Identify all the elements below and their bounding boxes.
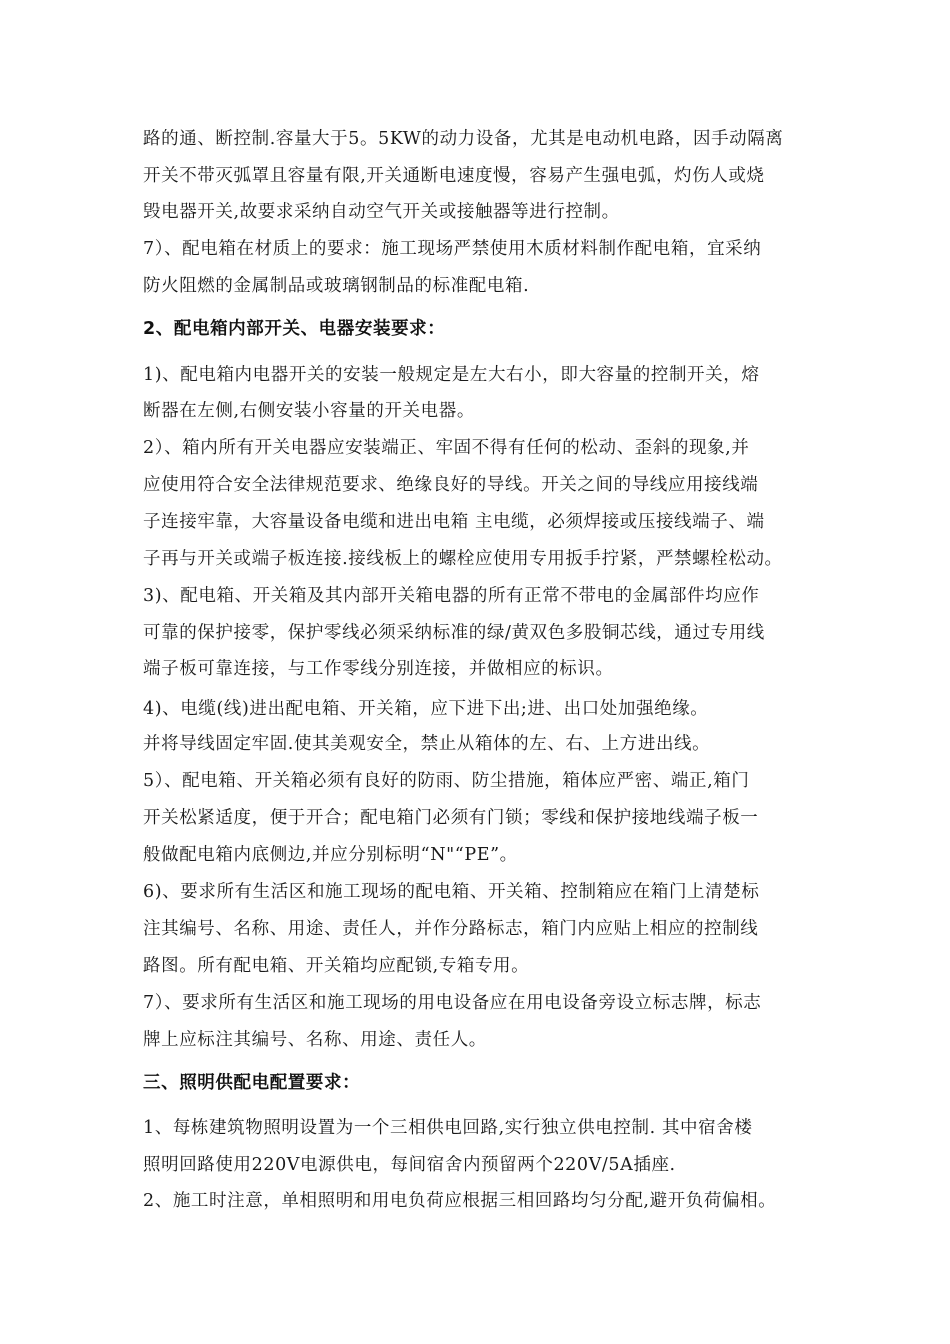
text-line: 防火阻燃的金属制品或玻璃钢制品的标准配电箱. [143, 276, 530, 296]
text-line: 5）、配电箱、开关箱必须有良好的防雨、防尘措施，箱体应严密、端正,箱门 [143, 771, 750, 791]
text-line: 断器在左侧,右侧安装小容量的开关电器。 [143, 401, 475, 421]
text-line: 般做配电箱内底侧边,并应分别标明“N"“PE”。 [143, 845, 518, 865]
text-line: 6)、要求所有生活区和施工现场的配电箱、开关箱、控制箱应在箱门上清楚标 [143, 882, 760, 902]
text-line: 开关不带灭弧罩且容量有限,开关通断电速度慢，容易产生强电弧，灼伤人或烧 [143, 166, 765, 186]
text-line: 可靠的保护接零，保护零线必须采纳标准的绿/黄双色多股铜芯线，通过专用线 [143, 623, 765, 643]
text-line: 子再与开关或端子板连接.接线板上的螺栓应使用专用扳手拧紧，严禁螺栓松动。 [143, 549, 783, 569]
text-line: 2）、箱内所有开关电器应安装端正、牢固不得有任何的松动、歪斜的现象,并 [143, 438, 750, 458]
text-line: 路的通、断控制.容量大于5。5KW的动力设备，尤其是电动机电路，因手动隔离 [143, 129, 784, 149]
text-line: 并将导线固定牢固.使其美观安全，禁止从箱体的左、右、上方进出线。 [143, 734, 711, 754]
text-line: 3)、配电箱、开关箱及其内部开关箱电器的所有正常不带电的金属部件均应作 [143, 586, 760, 606]
text-line: 1)、配电箱内电器开关的安装一般规定是左大右小，即大容量的控制开关，熔 [143, 365, 760, 385]
text-line: 照明回路使用220V电源供电，每间宿舍内预留两个220V/5A插座. [143, 1155, 676, 1175]
text-line: 应使用符合安全法律规范要求、绝缘良好的导线。开关之间的导线应用接线端 [143, 475, 759, 495]
section-heading: 三、照明供配电配置要求： [143, 1073, 361, 1093]
text-line: 开关松紧适度，便于开合；配电箱门必须有门锁；零线和保护接地线端子板一 [143, 808, 759, 828]
text-line: 端子板可靠连接，与工作零线分别连接，并做相应的标识。 [143, 659, 614, 679]
text-line: 7）、要求所有生活区和施工现场的用电设备应在用电设备旁设立标志牌，标志 [143, 993, 762, 1013]
text-line: 1、每栋建筑物照明设置为一个三相供电回路,实行独立供电控制. 其中宿舍楼 [143, 1118, 753, 1138]
text-line: 7）、配电箱在材质上的要求：施工现场严禁使用木质材料制作配电箱，宜采纳 [143, 239, 762, 259]
text-line: 注其编号、名称、用途、责任人，并作分路标志，箱门内应贴上相应的控制线 [143, 919, 759, 939]
text-line: 子连接牢靠，大容量设备电缆和进出电箱 主电缆，必须焊接或压接线端子、端 [143, 512, 765, 532]
text-line: 路图。所有配电箱、开关箱均应配锁,专箱专用。 [143, 956, 530, 976]
text-line: 2、施工时注意，单相照明和用电负荷应根据三相回路均匀分配,避开负荷偏相。 [143, 1191, 777, 1211]
text-line: 牌上应标注其编号、名称、用途、责任人。 [143, 1030, 487, 1050]
section-heading: 2、配电箱内部开关、电器安装要求： [143, 319, 446, 339]
text-line: 4)、电缆(线)进出配电箱、开关箱，应下进下出;进、出口处加强绝缘。 [143, 699, 709, 719]
text-line: 毁电器开关,故要求采纳自动空气开关或接触器等进行控制。 [143, 202, 620, 222]
